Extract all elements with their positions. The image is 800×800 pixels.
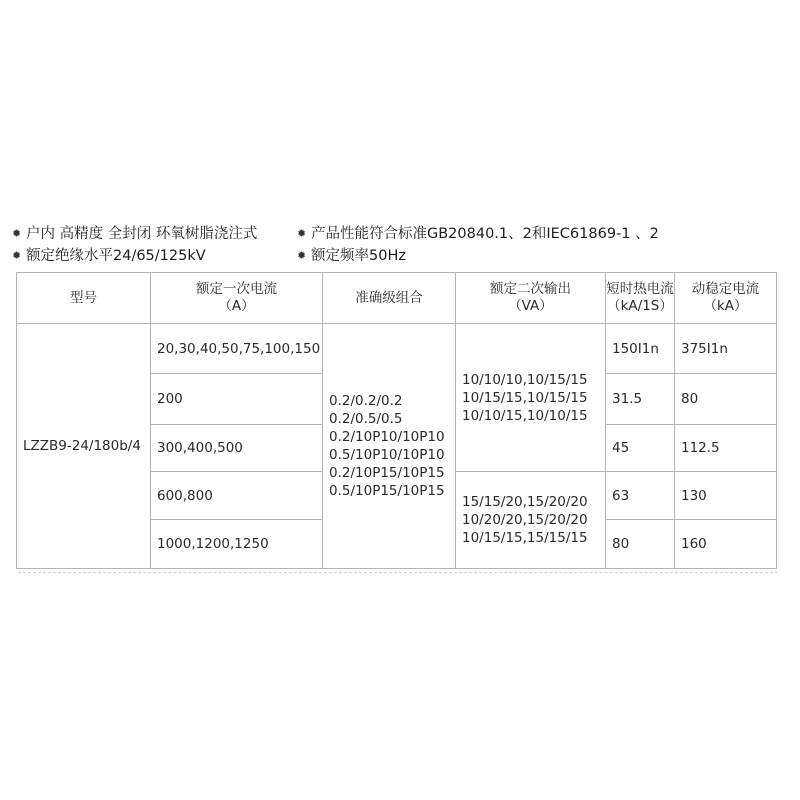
feature-row-2 — [12, 246, 792, 268]
header-unit: （kA） — [703, 298, 748, 314]
dynamic-current-cell: 375I1n — [675, 324, 777, 374]
accuracy-item: 0.2/0.5/0.5 — [329, 411, 403, 427]
secondary-output-item: 15/15/20,15/20/20 — [462, 494, 588, 510]
header-unit: （kA/1S） — [607, 298, 673, 314]
short-time-current-cell: 31.5 — [606, 374, 675, 425]
header-secondary-output — [456, 273, 606, 324]
feature-text: 户内 高精度 全封闭 环氧树脂浇注式 — [26, 226, 258, 242]
dynamic-current-cell: 160 — [675, 520, 777, 569]
dynamic-current-cell: 80 — [675, 374, 777, 425]
header-text: 额定二次输出 — [490, 281, 571, 297]
short-time-current-cell: 45 — [606, 425, 675, 472]
feature-list — [12, 224, 792, 268]
feature-text: 额定绝缘水平24/65/125kV — [26, 248, 206, 264]
bullet-icon: ✹ — [12, 249, 22, 262]
secondary-output-cell — [456, 324, 606, 472]
header-dynamic-current — [675, 273, 777, 324]
primary-current-cell: 1000,1200,1250 — [151, 520, 323, 569]
primary-current-cell: 300,400,500 — [151, 425, 323, 472]
bullet-icon: ✹ — [12, 227, 22, 240]
header-accuracy — [323, 273, 456, 324]
model-cell: LZZB9-24/180b/4 — [17, 324, 151, 569]
secondary-output-list — [462, 371, 605, 425]
primary-current-cell: 200 — [151, 374, 323, 425]
accuracy-item: 0.5/10P10/10P10 — [329, 447, 445, 463]
short-time-current-cell: 80 — [606, 520, 675, 569]
bullet-icon: ✹ — [297, 227, 307, 240]
header-text: 额定一次电流 — [196, 281, 277, 297]
feature-item — [12, 246, 206, 266]
feature-item — [297, 224, 659, 244]
secondary-output-cell — [456, 472, 606, 569]
feature-row-1 — [12, 224, 792, 246]
short-time-current-cell: 150I1n — [606, 324, 675, 374]
accuracy-item: 0.2/10P15/10P15 — [329, 465, 445, 481]
feature-item — [297, 246, 406, 266]
accuracy-cell — [323, 324, 456, 569]
header-primary-current — [151, 273, 323, 324]
secondary-output-item: 10/10/10,10/15/15 — [462, 371, 588, 388]
dynamic-current-cell: 112.5 — [675, 425, 777, 472]
short-time-current-cell: 63 — [606, 472, 675, 520]
secondary-output-item: 10/15/15,15/15/15 — [462, 530, 588, 546]
header-model — [17, 273, 151, 324]
feature-text: 产品性能符合标准GB20840.1、2和IEC61869-1 、2 — [311, 226, 659, 242]
secondary-output-item: 10/15/15,10/15/15 — [462, 389, 588, 406]
primary-current-cell: 600,800 — [151, 472, 323, 520]
feature-text: 额定频率50Hz — [311, 248, 406, 264]
header-text: 动稳定电流 — [691, 281, 760, 297]
feature-item — [12, 224, 257, 244]
accuracy-item: 0.2/10P10/10P10 — [329, 429, 445, 445]
header-unit: （VA） — [508, 298, 553, 314]
accuracy-list — [329, 392, 455, 500]
header-text: 准确级组合 — [355, 289, 423, 306]
secondary-output-list — [462, 493, 605, 547]
dynamic-current-cell: 130 — [675, 472, 777, 520]
accuracy-item: 0.2/0.2/0.2 — [329, 393, 403, 409]
secondary-output-item: 10/20/20,15/20/20 — [462, 512, 588, 528]
table-header-row — [17, 273, 777, 324]
primary-current-cell: 20,30,40,50,75,100,150 — [151, 324, 323, 374]
table-row — [17, 324, 777, 374]
header-text: 短时热电流 — [606, 281, 674, 297]
header-short-time-current — [606, 273, 675, 324]
bullet-icon: ✹ — [297, 249, 307, 262]
accuracy-item: 0.5/10P15/10P15 — [329, 483, 445, 499]
header-text: 型号 — [70, 289, 97, 306]
spec-table — [16, 272, 777, 569]
header-unit: （A） — [218, 298, 255, 314]
table-bottom-rule — [18, 572, 778, 573]
secondary-output-item: 10/10/15,10/10/15 — [462, 407, 588, 424]
